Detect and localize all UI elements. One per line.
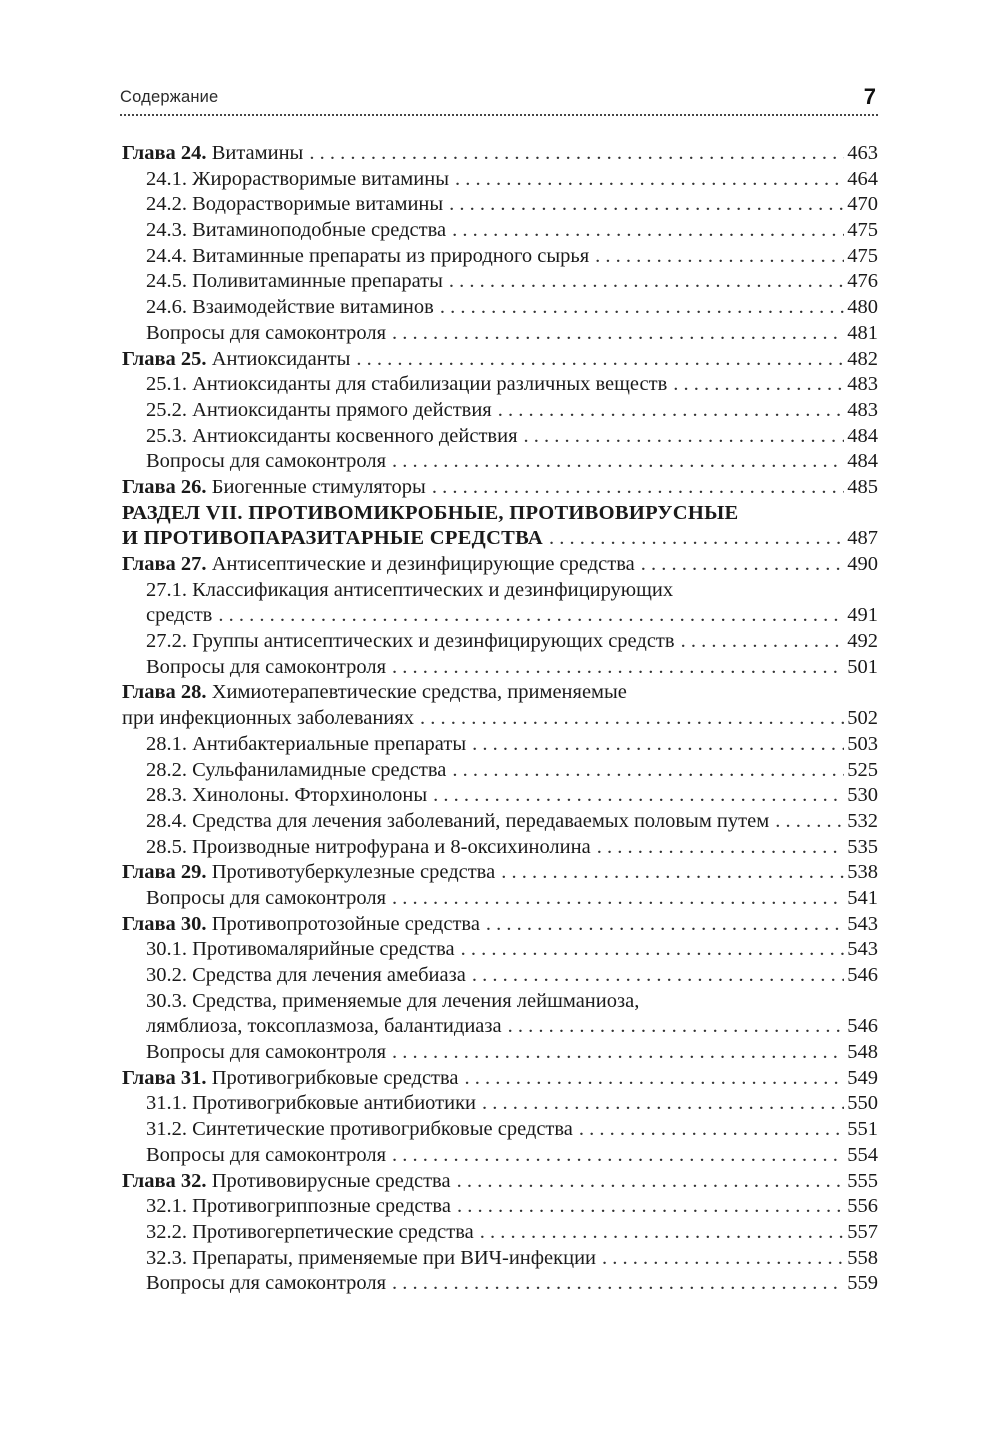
toc-page-number: 554 xyxy=(847,1143,878,1166)
toc-entry[interactable] xyxy=(122,1117,878,1143)
toc-entry-title xyxy=(122,475,426,501)
toc-entry-text: 30.1. Противомалярийные средства xyxy=(146,938,455,961)
toc-entry[interactable] xyxy=(122,937,878,963)
toc-entry-title xyxy=(146,1040,386,1066)
toc-entry[interactable] xyxy=(122,167,878,193)
toc-entry[interactable] xyxy=(122,269,878,295)
toc-entry[interactable] xyxy=(122,475,878,501)
toc-page-number: 487 xyxy=(847,527,878,550)
toc-entry-text: Вопросы для самоконтроля xyxy=(146,1041,387,1064)
toc-page-number: 463 xyxy=(847,142,878,164)
toc-entry-text: 24.3. Витаминоподобные средства xyxy=(146,219,447,242)
toc-page-number: 502 xyxy=(847,707,878,730)
dot-leader xyxy=(392,1271,844,1297)
toc-entry-title xyxy=(146,321,386,347)
toc-page-number: 475 xyxy=(847,244,878,267)
toc-entry-text: 28.2. Сульфаниламидные средства xyxy=(146,758,447,781)
toc-entry-text: 32.2. Противогерпетические средства xyxy=(146,1220,474,1243)
toc-entry[interactable] xyxy=(122,192,878,218)
toc-chapter-label: Глава 32. xyxy=(122,1169,207,1192)
dot-leader xyxy=(392,1040,844,1066)
toc-entry-title xyxy=(146,732,466,758)
dot-leader xyxy=(392,449,844,475)
dot-leader xyxy=(440,295,844,321)
dot-leader xyxy=(465,1066,845,1092)
toc-page-number: 483 xyxy=(847,373,878,396)
toc-page-number: 484 xyxy=(847,424,878,447)
toc-page-number: 482 xyxy=(847,347,878,370)
toc-entry-title xyxy=(146,990,639,1012)
toc-entry[interactable] xyxy=(122,1143,878,1169)
toc-entry[interactable] xyxy=(122,603,878,629)
toc-entry[interactable] xyxy=(122,989,878,1015)
toc-entry[interactable] xyxy=(122,860,878,886)
toc-chapter-label: Глава 30. xyxy=(122,912,207,935)
toc-page-number: 470 xyxy=(847,193,878,216)
dot-leader xyxy=(673,372,844,398)
toc-chapter-label: Глава 26. xyxy=(122,475,207,498)
toc-entry[interactable] xyxy=(122,321,878,347)
toc-page-number: 549 xyxy=(847,1066,878,1089)
toc-entry-title xyxy=(122,141,303,167)
toc-entry-text: Вопросы для самоконтроля xyxy=(146,450,387,473)
dot-leader xyxy=(597,835,845,861)
running-header-title: Содержание xyxy=(120,88,219,106)
toc-entry[interactable] xyxy=(122,1169,878,1195)
toc-entry-title xyxy=(122,1066,459,1092)
toc-entry-title xyxy=(146,1246,596,1272)
toc-entry-title xyxy=(146,1091,476,1117)
toc-entry-title xyxy=(146,579,673,601)
toc-entry-text: Противовирусные средства xyxy=(211,1169,451,1192)
toc-page-number: 501 xyxy=(847,655,878,678)
toc-chapter-label: Глава 28. xyxy=(122,681,207,704)
toc-page-number: 532 xyxy=(847,809,878,832)
dot-leader xyxy=(457,1169,845,1195)
toc-entry-text: Витамины xyxy=(211,142,304,164)
toc-entry-title xyxy=(146,167,449,193)
toc-entry[interactable] xyxy=(122,655,878,681)
toc-entry-title xyxy=(146,1143,386,1169)
toc-entry[interactable] xyxy=(122,1220,878,1246)
dot-leader xyxy=(508,1014,845,1040)
toc-entry[interactable] xyxy=(122,1246,878,1272)
toc-page-number: 538 xyxy=(847,861,878,884)
toc-entry-text: 30.2. Средства для лечения амебиаза xyxy=(146,964,466,986)
toc-page-number: 530 xyxy=(847,784,878,807)
toc-page-number: 475 xyxy=(847,219,878,242)
toc-entry-text: при инфекционных заболеваниях xyxy=(122,707,414,730)
toc-entry-title xyxy=(122,347,350,373)
toc-page-number: 484 xyxy=(847,450,878,473)
toc-entry-title xyxy=(146,629,675,655)
toc-entry-title xyxy=(146,655,386,681)
toc-entry-title xyxy=(146,937,455,963)
toc-entry-text: 32.1. Противогриппозные средства xyxy=(146,1195,451,1218)
toc-entry[interactable] xyxy=(122,1194,878,1220)
toc-entry-text: Противогрибковые средства xyxy=(211,1066,459,1089)
toc-entry[interactable] xyxy=(122,578,878,604)
toc-entry[interactable] xyxy=(122,680,878,706)
dot-leader xyxy=(482,1091,844,1117)
toc-entry-text: 28.3. Хинолоны. Фторхинолоны xyxy=(146,784,428,807)
toc-entry-title xyxy=(146,449,386,475)
toc-entry-text: 24.6. Взаимодействие витаминов xyxy=(146,296,434,319)
dot-leader xyxy=(449,192,844,218)
dot-leader xyxy=(681,629,845,655)
toc-entry-text: 27.2. Группы антисептических и дезинфицирующих средств xyxy=(146,630,675,653)
toc-entry[interactable] xyxy=(122,244,878,270)
toc-page-number: 548 xyxy=(847,1041,878,1064)
toc-entry-text: Антисептические и дезинфицирующие средства xyxy=(211,553,635,575)
toc-entry-text: Вопросы для самоконтроля xyxy=(146,1272,387,1295)
toc-entry[interactable] xyxy=(122,912,878,938)
dot-leader xyxy=(775,809,844,835)
toc-entry-title xyxy=(122,706,414,732)
dot-leader xyxy=(524,424,845,450)
toc-entry-text: 25.3. Антиоксиданты косвенного действия xyxy=(146,424,518,447)
toc-entry-text: Антиоксиданты xyxy=(211,347,351,370)
toc-entry-text: 25.2. Антиоксиданты прямого действия xyxy=(146,398,492,421)
dot-leader xyxy=(641,552,845,578)
toc-page-number: 492 xyxy=(847,630,878,653)
dot-leader xyxy=(498,398,845,424)
dot-leader xyxy=(392,655,844,681)
toc-entry-text: 28.4. Средства для лечения заболеваний, передаваемых половым путем xyxy=(146,809,770,832)
toc-entry-text: Вопросы для самоконтроля xyxy=(146,655,387,678)
toc-page-number: 550 xyxy=(847,1092,878,1115)
toc-entry-text: Противотуберкулезные средства xyxy=(211,861,496,884)
dot-leader xyxy=(356,347,844,373)
toc-entry[interactable] xyxy=(122,501,878,527)
toc-chapter-label: Глава 29. xyxy=(122,861,207,884)
toc-entry[interactable] xyxy=(122,398,878,424)
dot-leader xyxy=(309,141,844,167)
toc-page-number: 541 xyxy=(847,886,878,909)
toc-entry-text: Химиотерапевтические средства, применяемые xyxy=(211,681,627,704)
toc-entry-text: 31.2. Синтетические противогрибковые средства xyxy=(146,1118,573,1141)
toc-page-number: 543 xyxy=(847,938,878,961)
dot-leader xyxy=(501,860,844,886)
toc-page-number: 480 xyxy=(847,296,878,319)
toc-entry-title xyxy=(146,886,386,912)
toc-page-number: 557 xyxy=(847,1220,878,1243)
toc-page-number: 525 xyxy=(847,758,878,781)
toc-page-number: 556 xyxy=(847,1195,878,1218)
toc-entry[interactable] xyxy=(122,1091,878,1117)
toc-entry-text: Биогенные стимуляторы xyxy=(211,475,426,498)
toc-entry-title xyxy=(122,860,495,886)
toc-entry[interactable] xyxy=(122,783,878,809)
toc-entry[interactable] xyxy=(122,809,878,835)
toc-entry-title xyxy=(122,912,480,938)
toc-page-number: 483 xyxy=(847,398,878,421)
dot-leader xyxy=(392,321,844,347)
toc-entry-title xyxy=(146,372,667,398)
toc-page-number: 543 xyxy=(847,912,878,935)
toc-page-number: 558 xyxy=(847,1246,878,1269)
toc-entry-text: средств xyxy=(146,604,213,627)
dot-leader xyxy=(455,167,844,193)
table-of-contents xyxy=(122,141,878,1297)
toc-entry-title xyxy=(146,963,466,989)
toc-entry-title xyxy=(146,758,446,784)
toc-entry-title xyxy=(122,526,543,552)
toc-entry-title xyxy=(146,603,212,629)
toc-entry[interactable] xyxy=(122,141,878,167)
toc-entry-text: 28.1. Антибактериальные препараты xyxy=(146,732,467,755)
toc-entry[interactable] xyxy=(122,526,878,552)
dot-leader xyxy=(472,732,844,758)
toc-entry-title xyxy=(146,295,434,321)
dot-leader xyxy=(392,886,844,912)
toc-page-number: 503 xyxy=(847,732,878,755)
toc-entry[interactable] xyxy=(122,295,878,321)
toc-chapter-label: Глава 25. xyxy=(122,347,207,370)
toc-entry-text: лямблиоза, токсоплазмоза, балантидиаза xyxy=(146,1015,502,1038)
toc-entry-title xyxy=(146,1194,451,1220)
dot-leader xyxy=(449,269,844,295)
toc-entry[interactable] xyxy=(122,1066,878,1092)
toc-entry[interactable] xyxy=(122,886,878,912)
toc-entry[interactable] xyxy=(122,732,878,758)
dot-leader xyxy=(452,758,844,784)
toc-page-number: 485 xyxy=(847,475,878,498)
toc-entry-text: 24.1. Жирорастворимые витамины xyxy=(146,167,449,190)
dot-leader xyxy=(486,912,844,938)
toc-page-number: 491 xyxy=(847,604,878,627)
toc-entry[interactable] xyxy=(122,1040,878,1066)
toc-entry-text: 24.5. Поливитаминные препараты xyxy=(146,270,443,293)
toc-entry-text: 24.2. Водорастворимые витамины xyxy=(146,193,444,216)
toc-entry-text: Вопросы для самоконтроля xyxy=(146,1143,387,1166)
toc-chapter-label: Глава 27. xyxy=(122,553,207,575)
toc-entry-title xyxy=(146,1014,502,1040)
toc-entry-title xyxy=(146,809,769,835)
dot-leader xyxy=(457,1194,844,1220)
dot-leader xyxy=(420,706,844,732)
toc-entry[interactable] xyxy=(122,347,878,373)
dot-leader xyxy=(392,1143,844,1169)
toc-entry-text: 32.3. Препараты, применяемые при ВИЧ-инфекции xyxy=(146,1246,597,1269)
toc-entry[interactable] xyxy=(122,835,878,861)
toc-entry-text: 28.5. Производные нитрофурана и 8-оксихинолина xyxy=(146,835,591,858)
toc-entry-title xyxy=(146,244,589,270)
toc-entry-title xyxy=(122,1169,451,1195)
toc-entry[interactable] xyxy=(122,1271,878,1297)
toc-entry[interactable] xyxy=(122,424,878,450)
dot-leader xyxy=(602,1246,844,1272)
toc-entry[interactable] xyxy=(122,758,878,784)
toc-entry-text: И ПРОТИВОПАРАЗИТАРНЫЕ СРЕДСТВА xyxy=(122,527,543,550)
toc-page-number: 476 xyxy=(847,270,878,293)
toc-page-number: 555 xyxy=(847,1169,878,1192)
toc-entry[interactable] xyxy=(122,963,878,989)
toc-entry-title xyxy=(146,398,492,424)
toc-page-number: 464 xyxy=(847,167,878,190)
toc-entry-text: 25.1. Антиоксиданты для стабилизации различных веществ xyxy=(146,373,668,396)
toc-entry-text: РАЗДЕЛ VII. ПРОТИВОМИКРОБНЫЕ, ПРОТИВОВИРУСНЫЕ xyxy=(122,501,739,524)
toc-entry-title xyxy=(146,835,591,861)
dot-leader xyxy=(432,475,844,501)
toc-entry[interactable] xyxy=(122,218,878,244)
toc-entry-title xyxy=(146,1271,386,1297)
dot-leader xyxy=(480,1220,845,1246)
toc-page-number: 481 xyxy=(847,321,878,344)
toc-entry-title xyxy=(146,1117,573,1143)
toc-entry-title xyxy=(146,1220,474,1246)
toc-entry[interactable] xyxy=(122,629,878,655)
toc-entry[interactable] xyxy=(122,552,878,578)
toc-page-number: 546 xyxy=(847,1015,878,1038)
running-header xyxy=(120,86,878,116)
toc-entry-text: Вопросы для самоконтроля xyxy=(146,886,387,909)
toc-page-number: 551 xyxy=(847,1118,878,1141)
dot-leader xyxy=(461,937,845,963)
toc-page-number: 559 xyxy=(847,1272,878,1295)
toc-entry-title xyxy=(146,269,443,295)
dot-leader xyxy=(595,244,844,270)
toc-entry-title xyxy=(146,424,518,450)
toc-entry-text: 27.1. Классификация антисептических и дезинфицирующих xyxy=(146,578,674,601)
toc-entry-text: 24.4. Витаминные препараты из природного сырья xyxy=(146,244,590,267)
toc-entry-title xyxy=(146,218,446,244)
toc-entry[interactable] xyxy=(122,372,878,398)
toc-entry-text: Противопротозойные средства xyxy=(211,912,480,935)
toc-page-number: 546 xyxy=(847,964,878,986)
toc-entry-title xyxy=(146,192,443,218)
toc-entry-title xyxy=(122,552,635,578)
dot-leader xyxy=(549,526,844,552)
toc-entry[interactable] xyxy=(122,1014,878,1040)
toc-entry-text: 31.1. Противогрибковые антибиотики xyxy=(146,1092,477,1115)
toc-entry-title xyxy=(146,783,427,809)
toc-entry-title xyxy=(122,681,627,703)
dot-leader xyxy=(579,1117,844,1143)
toc-page-number: 535 xyxy=(847,835,878,858)
toc-chapter-label: Глава 24. xyxy=(122,142,207,164)
dot-leader xyxy=(218,603,844,629)
toc-entry-text: Вопросы для самоконтроля xyxy=(146,321,387,344)
dot-leader xyxy=(433,783,844,809)
toc-entry[interactable] xyxy=(122,449,878,475)
dot-leader xyxy=(452,218,844,244)
toc-entry-text: 30.3. Средства, применяемые для лечения лейшманиоза, xyxy=(146,989,640,1012)
toc-entry-title xyxy=(122,502,739,524)
toc-chapter-label: Глава 31. xyxy=(122,1066,207,1089)
page-number: 7 xyxy=(863,84,876,109)
toc-page-number: 490 xyxy=(847,553,878,575)
dot-leader xyxy=(472,963,844,989)
toc-entry[interactable] xyxy=(122,706,878,732)
